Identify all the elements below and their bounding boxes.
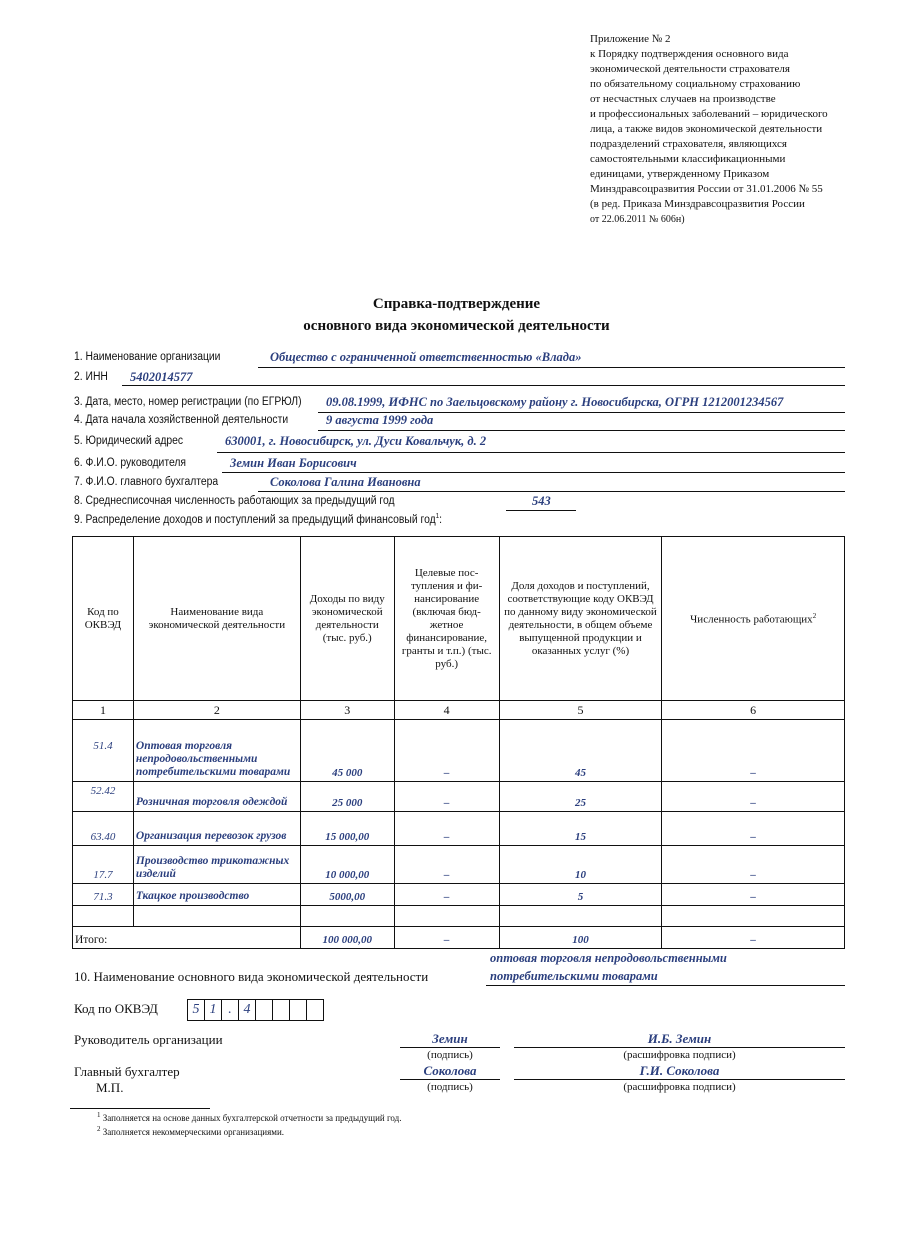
- total-workers: –: [662, 927, 845, 949]
- appendix-line: лица, а также видов экономической деятельности: [590, 123, 823, 135]
- column-number: 5: [499, 701, 662, 720]
- start-date-label: 4. Дата начала хозяйственной деятельности: [74, 414, 289, 426]
- row-income: 10 000,00: [300, 846, 394, 884]
- accountant-value: Соколова Галина Ивановна: [270, 475, 421, 489]
- accountant-signature-line: [400, 1078, 500, 1080]
- accountant-name-line: [514, 1078, 845, 1080]
- total-targeted: –: [394, 927, 499, 949]
- footnote-ref: 2: [812, 612, 817, 621]
- row-income: 5000,00: [300, 884, 394, 906]
- column-number: 4: [394, 701, 499, 720]
- header-workers: [662, 537, 845, 701]
- headcount-underline: [506, 509, 576, 511]
- header-workers-text: Численность работающих: [690, 613, 813, 626]
- okved-cell: [307, 1000, 323, 1020]
- footnote-text: Заполняется на основе данных бухгалтерской отчетности за предыдущий год.: [102, 1113, 402, 1123]
- header-okved-code: Код по ОКВЭД: [73, 537, 134, 701]
- director-sign-label: Руководитель организации: [74, 1032, 223, 1047]
- row-workers: –: [662, 846, 845, 884]
- inn-label: 2. ИНН: [74, 371, 108, 383]
- row-code: 52.42: [73, 782, 134, 812]
- empty-cell: [300, 906, 394, 927]
- footnote-ref: 1: [435, 513, 440, 520]
- row-targeted: –: [394, 812, 499, 846]
- address-label: 5. Юридический адрес: [74, 435, 184, 447]
- appendix-line: подразделений страхователя, являющихся: [590, 138, 787, 150]
- column-number: 1: [73, 701, 134, 720]
- address-value: 630001, г. Новосибирск, ул. Дуси Ковальчук, д. 2: [225, 434, 487, 448]
- registration-label: 3. Дата, место, номер регистрации (по ЕГРЮЛ): [74, 396, 302, 408]
- okved-code-boxes: [187, 999, 324, 1021]
- okved-cell: [256, 1000, 273, 1020]
- total-income: 100 000,00: [300, 927, 394, 949]
- director-name-line: [514, 1046, 845, 1048]
- row-targeted: –: [394, 720, 499, 782]
- row-share: 15: [499, 812, 662, 846]
- column-numbers-row: [73, 701, 845, 720]
- row-name: Оптовая торговля непродовольственными потребительскими товарами: [133, 720, 300, 782]
- name-caption: (расшифровка подписи): [623, 1081, 736, 1093]
- appendix-note: [590, 32, 890, 227]
- appendix-line: к Порядку подтверждения основного вида: [590, 48, 789, 60]
- column-number: 3: [300, 701, 394, 720]
- row-code: 51.4: [73, 720, 134, 782]
- main-activity-underline: [486, 984, 845, 986]
- table-total-row: [73, 927, 845, 949]
- accountant-signature: Соколова: [423, 1063, 477, 1078]
- accountant-sign-label: Главный бухгалтер: [74, 1064, 180, 1079]
- row-workers: –: [662, 720, 845, 782]
- inn-value: 5402014577: [130, 370, 193, 384]
- row-name: Розничная торговля одеждой: [133, 782, 300, 812]
- okved-cell: [273, 1000, 290, 1020]
- main-activity-value-line2: потребительскими товарами: [490, 969, 658, 983]
- row-income: 25 000: [300, 782, 394, 812]
- footnote-text: Заполняется некоммерческими организациями.: [102, 1127, 285, 1137]
- org-name-value: Общество с ограниченной ответственностью «Влада»: [270, 350, 582, 364]
- director-label: 6. Ф.И.О. руководителя: [74, 457, 187, 469]
- name-caption: (расшифровка подписи): [623, 1049, 736, 1061]
- appendix-line: (в ред. Приказа Минздравсоцразвития России: [590, 198, 805, 210]
- stamp-place: М.П.: [96, 1080, 124, 1095]
- header-income: Доходы по виду экономической деятельности (тыс. руб.): [300, 537, 394, 701]
- row-name: Организация перевозок грузов: [133, 812, 300, 846]
- director-name-decoded: И.Б. Земин: [647, 1031, 712, 1046]
- total-share: 100: [499, 927, 662, 949]
- appendix-line: Приложение № 2: [590, 33, 671, 45]
- table-row: [73, 846, 845, 884]
- table-row: [73, 782, 845, 812]
- footnote-separator: [70, 1107, 210, 1109]
- okved-cell: 4: [239, 1000, 256, 1020]
- appendix-line: Минздравсоцразвития России от 31.01.2006 № 55: [590, 183, 823, 195]
- distribution-text: 9. Распределение доходов и поступлений за предыдущий финансовый год: [74, 513, 436, 526]
- appendix-line: от 22.06.2011 № 606н): [590, 214, 685, 225]
- table-header-row: [73, 537, 845, 701]
- row-income: 45 000: [300, 720, 394, 782]
- income-distribution-table: [72, 536, 845, 949]
- accountant-name-decoded: Г.И. Соколова: [639, 1063, 720, 1078]
- document-subtitle: основного вида экономической деятельности: [303, 318, 610, 334]
- row-share: 10: [499, 846, 662, 884]
- row-targeted: –: [394, 846, 499, 884]
- okved-cell: 1: [205, 1000, 222, 1020]
- column-number: 6: [662, 701, 845, 720]
- table-row: [73, 720, 845, 782]
- empty-cell: [394, 906, 499, 927]
- header-targeted: Целевые пос-тупления и фи-нансирование (включая бюд-жетное финансирование, гранты и т.п.) (тыс. руб.): [394, 537, 499, 701]
- row-workers: –: [662, 782, 845, 812]
- main-activity-value-line1: оптовая торговля непродовольственными: [490, 951, 727, 965]
- row-targeted: –: [394, 782, 499, 812]
- signature-caption: (подпись): [427, 1049, 473, 1061]
- address-underline: [217, 451, 845, 453]
- org-name-underline: [258, 366, 845, 368]
- appendix-line: самостоятельными классификационными: [590, 153, 786, 165]
- org-name-label: 1. Наименование организации: [74, 351, 221, 363]
- okved-cell: .: [222, 1000, 239, 1020]
- distribution-label: [74, 513, 442, 526]
- header-activity-name: Наименование вида экономической деятельности: [133, 537, 300, 701]
- appendix-line: по обязательному социальному страхованию: [590, 78, 801, 90]
- footnote-2: [97, 1125, 284, 1137]
- column-number: 2: [133, 701, 300, 720]
- row-code: 17.7: [73, 846, 134, 884]
- start-date-value: 9 августа 1999 года: [326, 413, 434, 427]
- director-underline: [222, 471, 845, 473]
- okved-cell: [290, 1000, 307, 1020]
- appendix-line: и профессиональных заболеваний – юридического: [590, 108, 828, 120]
- headcount-label: 8. Среднесписочная численность работающих за предыдущий год: [74, 495, 395, 507]
- table-row: [73, 884, 845, 906]
- total-label: Итого:: [73, 927, 301, 949]
- table-row: [73, 812, 845, 846]
- table-row-empty: [73, 906, 845, 927]
- empty-cell: [133, 906, 300, 927]
- accountant-underline: [258, 490, 845, 492]
- registration-value: 09.08.1999, ИФНС по Заельцовскому району г. Новосибирска, ОГРН 1212001234567: [326, 395, 784, 409]
- okved-label: Код по ОКВЭД: [74, 1001, 158, 1016]
- footnote-number: 1: [97, 1111, 101, 1119]
- row-share: 45: [499, 720, 662, 782]
- headcount-value: 543: [532, 494, 551, 508]
- director-value: Земин Иван Борисович: [230, 456, 357, 470]
- director-signature-line: [400, 1046, 500, 1048]
- row-income: 15 000,00: [300, 812, 394, 846]
- appendix-line: экономической деятельности страхователя: [590, 63, 790, 75]
- director-signature: Земин: [432, 1031, 468, 1046]
- header-share: Доля доходов и поступлений, соответствующие коду ОКВЭД по данному виду экономической деятельности, в общем объеме выпущенной продукции и оказанных услуг (%): [499, 537, 662, 701]
- appendix-line: единицами, утвержденному Приказом: [590, 168, 770, 180]
- accountant-label: 7. Ф.И.О. главного бухгалтера: [74, 476, 219, 488]
- row-name: Ткацкое производство: [133, 884, 300, 906]
- row-workers: –: [662, 812, 845, 846]
- row-share: 5: [499, 884, 662, 906]
- appendix-line: от несчастных случаев на производстве: [590, 93, 776, 105]
- inn-underline: [122, 384, 845, 386]
- footnote-number: 2: [97, 1125, 101, 1133]
- row-targeted: –: [394, 884, 499, 906]
- empty-cell: [73, 906, 134, 927]
- row-name: Производство трикотажных изделий: [133, 846, 300, 884]
- row-code: 63.40: [73, 812, 134, 846]
- empty-cell: [499, 906, 662, 927]
- footnote-1: [97, 1111, 402, 1123]
- okved-cell: 5: [188, 1000, 205, 1020]
- row-share: 25: [499, 782, 662, 812]
- row-workers: –: [662, 884, 845, 906]
- row-code: 71.3: [73, 884, 134, 906]
- signature-caption: (подпись): [427, 1081, 473, 1093]
- document-title: Справка-подтверждение: [372, 296, 541, 312]
- start-date-underline: [318, 429, 845, 431]
- empty-cell: [662, 906, 845, 927]
- main-activity-label: 10. Наименование основного вида экономической деятельности: [74, 969, 429, 984]
- distribution-suffix: :: [439, 513, 443, 526]
